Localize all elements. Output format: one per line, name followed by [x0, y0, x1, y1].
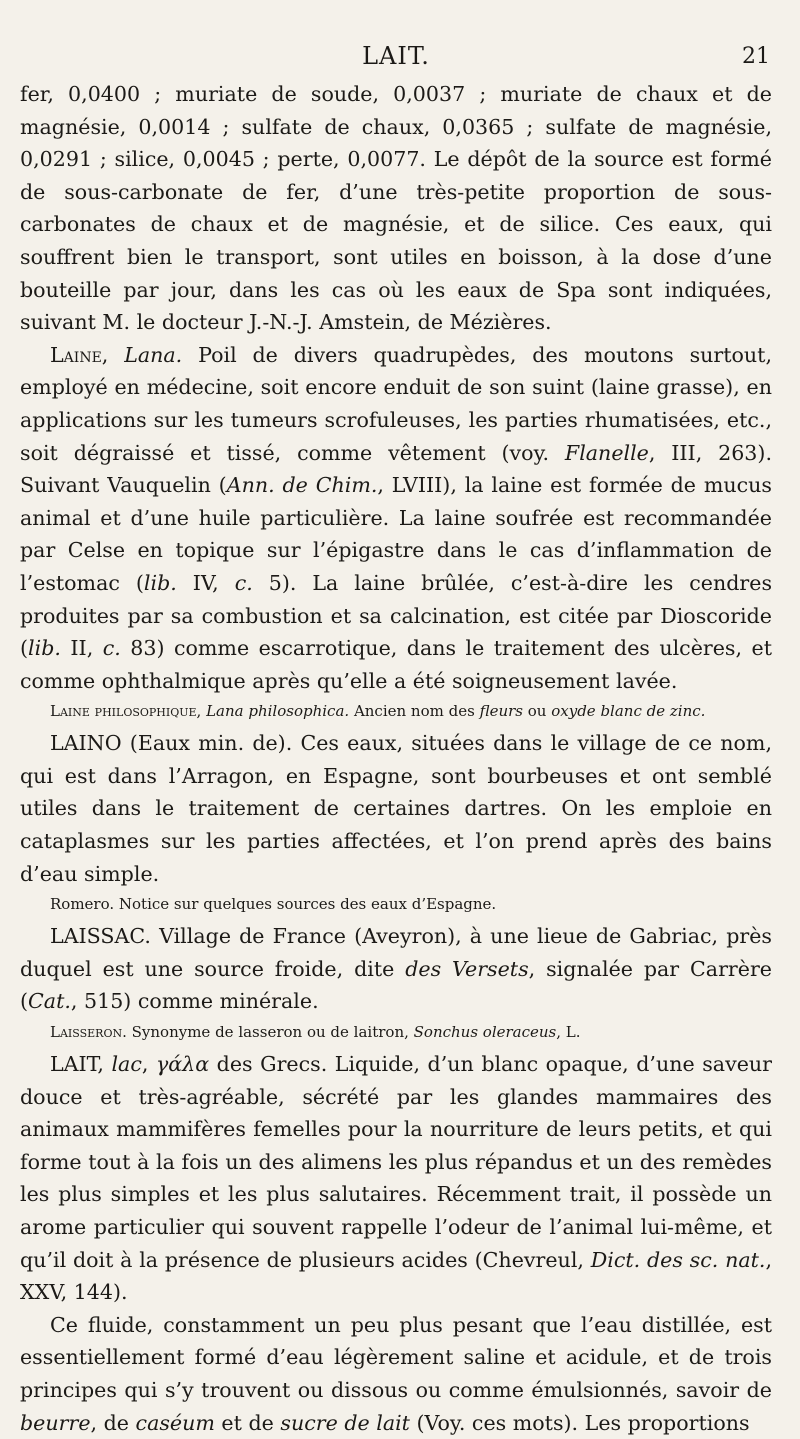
- text-run: lib.: [143, 570, 177, 595]
- note-paragraph: [20, 699, 772, 723]
- text-run: c.: [234, 570, 253, 595]
- text-run: Ann. de Chim.: [226, 473, 378, 498]
- text-run: fer, 0,0400 ; muriate de soude, 0,0037 ; muriate de chaux et de magnésie, 0,0014 ; sulfate de chaux, 0,0365 ; sulfate de magnésie, 0,0291 ; silice, 0,0045 ; perte, 0,0077. Le dépôt de la source est formé de sous-carbonate de fer, d’une très-petite proportion de sous-carbonates de chaux et de magnésie, et de silice. Ces eaux, qui souffrent bien le transport, sont utiles en boisson, à la dose d’une bouteille par jour, dans les cas où les eaux de Spa sont indiquées, suivant M. le docteur J.-N.-J. Amstein, de Mézières.: [20, 82, 772, 335]
- paragraph: [20, 1309, 772, 1439]
- text-run: des Grecs. Liquide, d’un blanc opaque, d’une saveur douce et très-agréable, sécrété par les glandes mammaires des animaux mammifères femelles pour la nourriture de leurs petits, et qui forme tout à la fois un des alimens les plus répandus et un des remèdes les plus simples et les plus salutaires. Récemment trait, il possède un arome particulier qui souvent rappelle l’odeur de l’animal lui-même, et qu’il doit à la présence de plusieurs acides (Chevreul,: [20, 1052, 772, 1272]
- text-run: IV,: [176, 570, 235, 595]
- text-run: beurre: [20, 1410, 91, 1435]
- text-run: γάλα: [155, 1052, 210, 1077]
- note-paragraph: [20, 892, 772, 916]
- text-run: . Synonyme de lasseron ou de laitron,: [122, 1023, 414, 1042]
- text-run: 83) comme escarrotique, dans le traitement des ulcères, et comme ophthalmique après qu’elle a été soigneusement lavée.: [20, 636, 772, 693]
- page-number: 21: [742, 44, 770, 69]
- text-run: , L.: [556, 1023, 581, 1042]
- text-run: ,: [101, 342, 125, 367]
- text-run: , 515) comme minérale.: [70, 989, 319, 1014]
- text-run: Ce fluide, constamment un peu plus pesant que l’eau distillée, est essentiellement formé d’eau légèrement saline et acidule, et de trois principes qui s’y trouvent ou dissous ou comme émulsionnés, savoir de: [20, 1312, 772, 1402]
- text-run: ou: [523, 702, 552, 721]
- text-run: Lana.: [124, 342, 183, 367]
- text-run: Laisseron: [50, 1023, 123, 1042]
- text-run: oxyde blanc de zinc.: [551, 702, 706, 721]
- text-run: Romero. Notice sur quelques sources des eaux d’Espagne.: [50, 895, 497, 914]
- text-run: Flanelle: [564, 440, 649, 465]
- text-run: et de: [214, 1410, 281, 1435]
- text-run: fleurs: [479, 702, 523, 721]
- paragraph: [20, 339, 772, 698]
- text-run: c.: [102, 636, 121, 661]
- text-run: , LVIII), la laine est formée de mucus animal et d’une huile particulière. La laine soufrée est recommandée par Celse en topique sur l’épigastre dans le cas d’inflammation de l’estomac (: [20, 473, 772, 595]
- text-run: Dict. des sc. nat.: [590, 1247, 766, 1272]
- text-run: Laine: [50, 342, 102, 367]
- text-run: Poil de divers quadrupèdes, des moutons surtout, employé en médecine, soit encore enduit de son suint (laine grasse), en applications sur les tumeurs scrofuleuses, les parties rhumatisées, etc., soit dégraissé et tissé, comme vêtement (voy.: [20, 342, 772, 465]
- text-run: 5). La laine brûlée, c’est-à-dire les cendres produites par sa combustion et sa calcination, est citée par Dioscoride (: [20, 570, 773, 661]
- body-text: [20, 78, 772, 1439]
- text-run: caséum: [135, 1410, 215, 1435]
- text-run: ,: [196, 702, 207, 721]
- paragraph: [20, 1048, 772, 1309]
- text-run: , III, 263). Suivant Vauquelin (: [20, 440, 772, 498]
- text-run: (Voy. ces mots). Les proportions: [409, 1410, 750, 1435]
- paragraph: [20, 727, 772, 890]
- text-run: , de: [90, 1410, 136, 1435]
- text-run: Laine philosophique: [50, 702, 197, 721]
- text-run: II,: [60, 636, 103, 661]
- text-run: lac: [111, 1052, 142, 1077]
- text-run: sucre de lait: [280, 1410, 410, 1435]
- text-run: lib.: [28, 636, 61, 661]
- text-run: LAISSAC. Village de France (Aveyron), à une lieue de Gabriac, près duquel est une source froide, dite: [20, 924, 772, 981]
- text-run: Sonchus oleraceus: [413, 1023, 557, 1042]
- text-run: Cat.: [28, 989, 71, 1014]
- running-head: [20, 38, 772, 78]
- text-run: des Versets: [405, 956, 529, 981]
- text-run: ,: [141, 1052, 156, 1077]
- note-paragraph: [20, 1020, 772, 1044]
- text-run: LAIT,: [50, 1052, 112, 1077]
- paragraph: [20, 920, 772, 1018]
- text-run: Ancien nom des: [349, 702, 480, 721]
- running-title: LAIT.: [362, 42, 430, 70]
- text-run: LAINO (Eaux min. de). Ces eaux, situées dans le village de ce nom, qui est dans l’Arragon, en Espagne, sont bourbeuses et ont semblé utiles dans le traitement de certaines dartres. On les emploie en cataplasmes sur les parties affectées, et l’on prend après des bains d’eau simple.: [20, 731, 772, 886]
- text-run: Lana philosophica.: [206, 702, 350, 721]
- text-run: , signalée par Carrère (: [20, 956, 772, 1014]
- text-run: , XXV, 144).: [20, 1247, 773, 1305]
- paragraph: [20, 78, 772, 339]
